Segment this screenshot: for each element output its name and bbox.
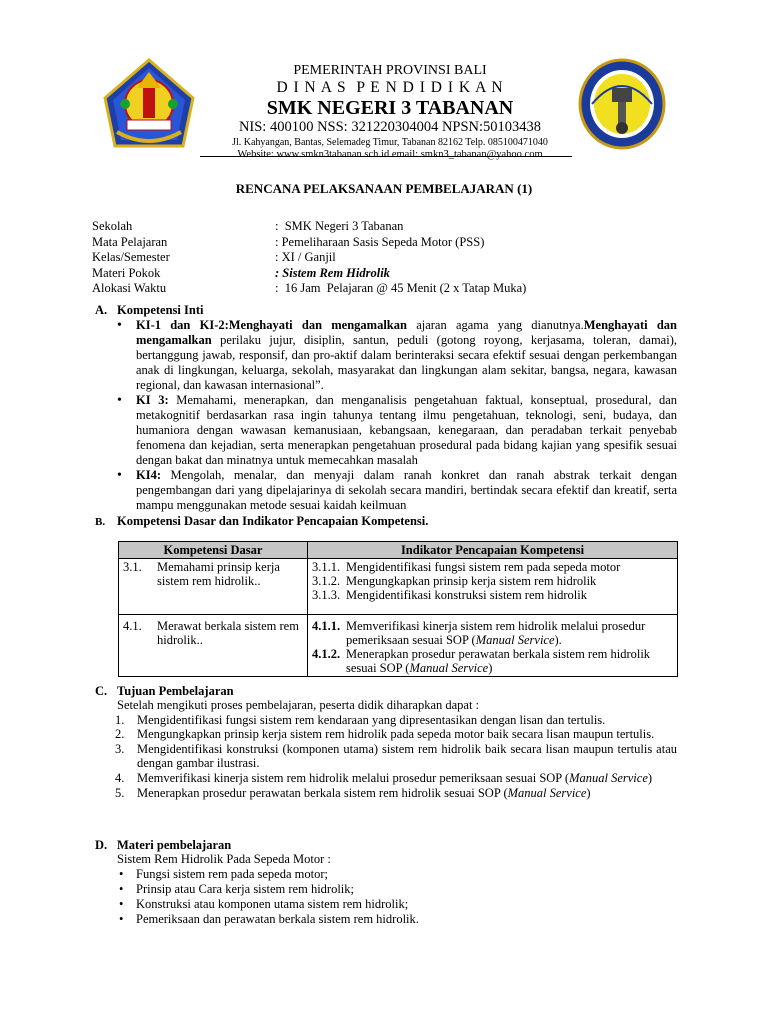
section-title: Tujuan Pembelajaran [117,684,234,698]
letterhead-department: D I N A S P E N D I D I K A N [276,79,504,97]
info-row [92,266,526,282]
info-row [92,219,526,235]
kd-text: Merawat berkala sistem rem hidrolik.. [157,619,299,647]
section-title: Kompetensi Dasar dan Indikator Pencapaian Kompetensi. [117,514,429,528]
info-value: : Sistem Rem Hidrolik [275,265,390,280]
indicator-number: 3.1.2. [312,574,341,588]
list-item: • Pemeriksaan dan perawatan berkala sistem rem hidrolik. [117,912,419,927]
letterhead-ids: NIS: 400100 NSS: 321220304004 NPSN:50103438 [238,119,542,136]
info-value: : 16 Jam Pelajaran @ 45 Menit (2 x Tatap Muka) [275,281,527,295]
section-a-heading [95,303,203,318]
item-text: Mengidentifikasi fungsi sistem rem kendaraan yang dipresentasikan dengan lisan dan tertulis. [137,712,606,727]
identity-info [92,219,526,297]
ki-1-2-label-2: Menghayati dan mengamalkan [136,318,677,347]
indicator-cell [308,615,678,677]
indicator-item [312,574,673,588]
kd-number: 3.1. [123,560,142,574]
letterhead-address: Jl. Kahyangan, Bantas, Selemadeg Timur, Tabanan 82162 Telp. 085100471040 [232,137,548,149]
item-number: 5. [115,785,125,800]
list-item: • Fungsi sistem rem pada sepeda motor; [117,867,419,882]
column-header: Indikator Pencapaian Kompetensi [308,542,678,559]
info-value: : SMK Negeri 3 Tabanan [275,219,404,233]
ki-3-label: KI 3: [136,393,169,407]
section-letter: D. [95,838,108,852]
letterhead [200,63,580,161]
ki-1-2-text-2: perilaku jujur, disiplin, santun, peduli (gotong royong, kerjasama, toleran, damai), bertanggung jawab, responsif, dan pro-aktif dalam berinteraksi secara efektif sesuai dengan perkembangan anak di lingkungan, keluarga, sekolah, masyarakat dan lingkungan alam sekitar, bangsa, negara, kawasan regional, dan kawasan internasional”. [136,333,677,392]
indicator-item [312,647,673,675]
item-text: Menerapkan prosedur perawatan berkala sistem rem hidrolik sesuai SOP (Manual Service) [137,785,591,800]
indicator-text: Mengidentifikasi fungsi sistem rem pada sepeda motor [346,560,621,574]
letterhead-website: Website: www.smkn3tabanan.sch.id email: smkn3_tabanan@yahoo.com [237,149,543,161]
indicator-item [312,560,673,574]
list-item [117,713,677,728]
indicator-number: 4.1.1. [312,619,341,633]
column-header: Kompetensi Dasar [119,542,308,559]
core-competencies [117,318,677,513]
section-c-heading [95,684,234,699]
indicator-text: Mengungkapkan prinsip kerja sistem rem hidrolik [346,574,597,588]
letterhead-government: PEMERINTAH PROVINSI BALI [293,63,487,78]
letterhead-school-name: SMK NEGERI 3 TABANAN [266,97,514,120]
section-title: Kompetensi Inti [117,303,204,317]
info-row [92,235,526,251]
kd-cell [119,559,308,615]
indicator-cell [308,559,678,615]
item-text: Memverifikasi kinerja sistem rem hidrolik melalui prosedur pemeriksaan sesuai SOP (Manual Service) [137,770,653,785]
section-letter: B. [95,516,106,528]
section-letter: C. [95,684,108,698]
info-value: : XI / Ganjil [275,250,336,264]
info-label: Mata Pelajaran [92,234,168,249]
info-label: Sekolah [92,219,133,233]
info-label: Alokasi Waktu [92,281,167,295]
ki-4 [117,468,677,513]
section-d-heading [95,838,231,853]
indicator-text: Menerapkan prosedur perawatan berkala sistem rem hidrolik sesuai SOP (Manual Service) [346,647,651,675]
info-value: : Pemeliharaan Sasis Sepeda Motor (PSS) [275,234,485,249]
indicator-text: Mengidentifikasi konstruksi sistem rem hidrolik [346,588,587,602]
learning-materials [117,852,419,927]
item-text: Mengungkapkan prinsip kerja sistem rem hidrolik pada sepeda motor baik secara lisan maupun tertulis. [137,727,655,742]
indicator-number: 3.1.3. [312,588,341,602]
ki-4-text: Mengolah, menalar, dan menyaji dalam ranah konkret dan ranah abstrak terkait dengan pengembangan dari yang dipelajarinya di sekolah secara mandiri, bertindak secara efektif dan kreatif, serta mampu menggunakan metode sesuai kaidah keilmuan [136,468,677,512]
section-title: Materi pembelajaran [117,838,232,852]
letterhead-divider [200,156,572,157]
item-number: 1. [115,712,125,727]
list-item [117,727,677,742]
kd-cell [119,615,308,677]
item-number: 3. [115,741,125,756]
document-title: RENCANA PELAKSANAAN PEMBELAJARAN (1) [235,181,533,196]
item-number: 2. [115,727,125,742]
school-emblem [578,58,666,150]
objectives-intro: Setelah mengikuti proses pembelajaran, peserta didik diharapkan dapat : [117,698,480,712]
section-b-heading [95,514,428,529]
table-header-row [119,542,678,559]
indicator-item [312,619,673,647]
bali-province-emblem [103,58,195,150]
list-item: • Konstruksi atau komponen utama sistem rem hidrolik; [117,897,419,912]
info-row [92,250,526,266]
list-item [117,771,677,786]
ki-1-2-text: ajaran agama yang dianutnya. [406,318,584,332]
indicator-text: Memverifikasi kinerja sistem rem hidrolik melalui prosedur pemeriksaan sesuai SOP (Manual Service). [346,619,646,647]
section-letter: A. [95,303,108,317]
learning-objectives [117,698,677,800]
item-number: 4. [115,770,125,785]
info-label: Kelas/Semester [92,250,170,264]
item-text: Mengidentifikasi konstruksi (komponen utama) sistem rem hidrolik baik secara lisan maupun tertulis atau dengan gambar ilustrasi. [137,741,677,771]
indicator-number: 3.1.1. [312,560,341,574]
info-label: Materi Pokok [92,265,161,280]
table-row [119,615,678,677]
indicator-item [312,588,673,602]
list-item: • Prinsip atau Cara kerja sistem rem hidrolik; [117,882,419,897]
kd-text: Memahami prinsip kerja sistem rem hidrolik.. [157,560,280,588]
indicator-number: 4.1.2. [312,647,341,661]
kd-number: 4.1. [123,619,142,633]
ki-1-2-label: KI-1 dan KI-2:Menghayati dan mengamalkan [136,318,407,332]
table-row [119,559,678,615]
ki-3 [117,393,677,468]
ki-1-2 [117,318,677,393]
ki-3-text: Memahami, menerapkan, dan menganalisis pengetahuan faktual, konseptual, prosedural, dan metakognitif berdasarkan rasa ingin tahunya tentang ilmu pengetahuan, teknologi, seni, budaya, dan humaniora dengan wawasan kemanusiaan, kebangsaan, kenegaraan, dan peradaban terkait penyebab fenomena dan kejadian, serta menerapkan pengetahuan prosedural pada bidang kajian yang spesifik sesuai dengan bakat dan minatnya untuk memecahkan masalah [136,393,677,467]
materials-intro: Sistem Rem Hidrolik Pada Sepeda Motor : [117,852,331,866]
list-item [117,742,677,771]
competency-table [118,541,678,677]
info-row [92,281,526,297]
ki-4-label: KI4: [136,468,161,482]
list-item [117,786,677,801]
